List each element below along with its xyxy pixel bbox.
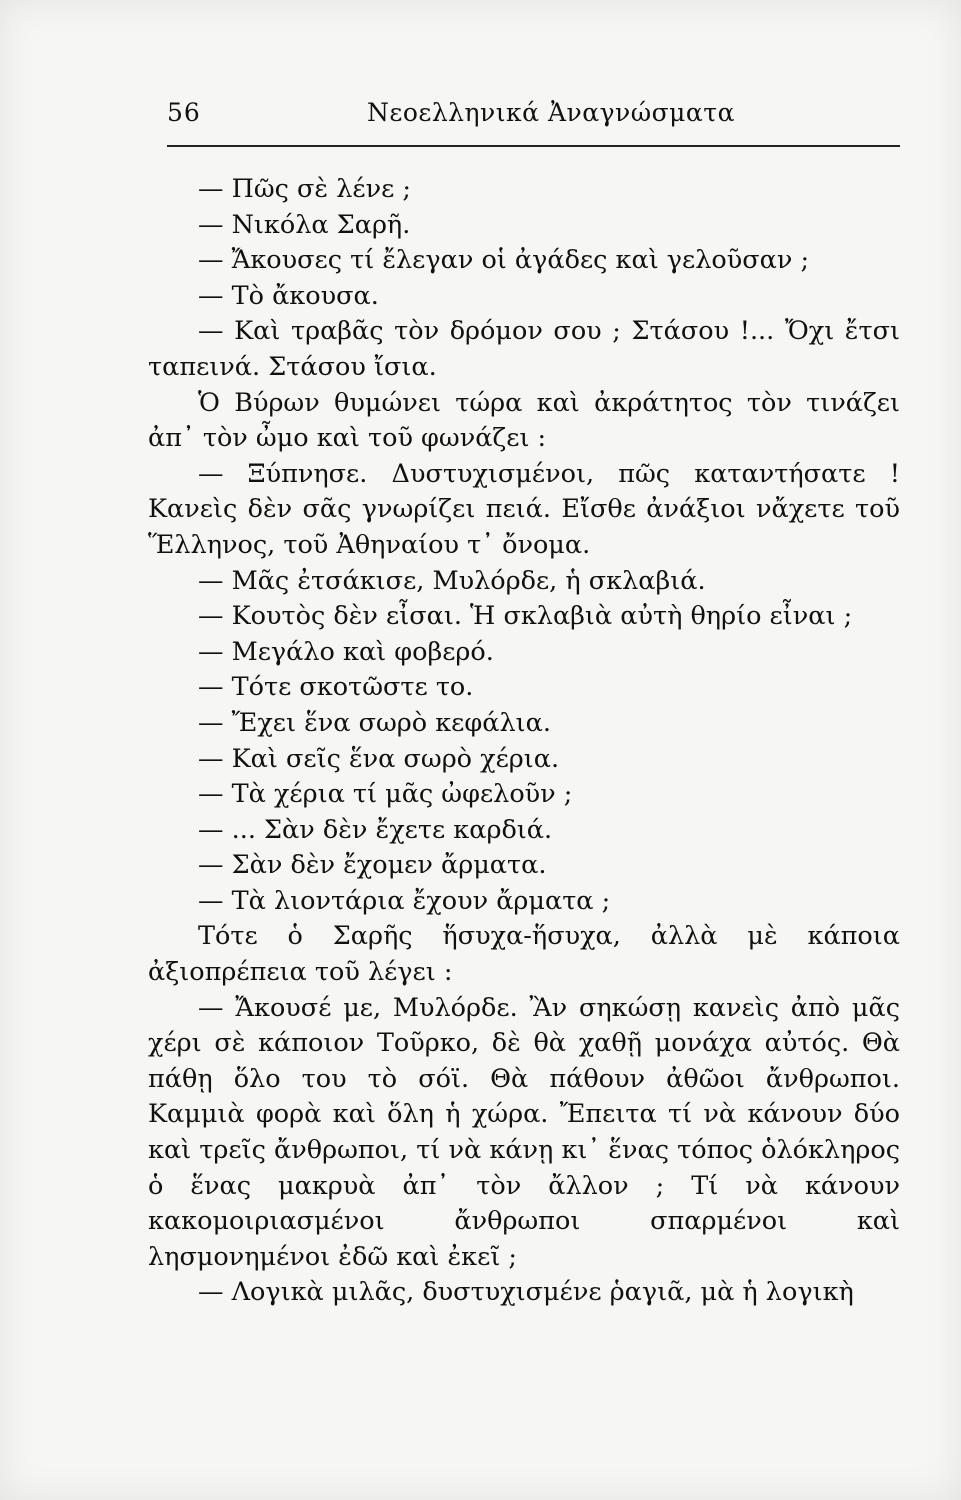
page-number: 56 — [167, 98, 201, 127]
paragraph: — Μᾶς ἐτσάκισε, Μυλόρδε, ἡ σκλαβιά. — [198, 565, 706, 596]
body-text — [148, 172, 900, 1311]
paragraph: — Ξύπνησε. Δυστυχισμένοι, πῶς καταντήσατε ! Κανεὶς δὲν σᾶς γνωρίζει πειά. Εἴσθε ἀνάξιοι νἄχετε τοῦ Ἕλληνος, τοῦ Ἀθηναίου τ᾽ ὄνομα. — [148, 458, 900, 560]
paragraph: Ὁ Βύρων θυμώνει τώρα καὶ ἀκράτητος τὸν τινάζει ἀπ᾽ τὸν ὦμο καὶ τοῦ φωνάζει : — [148, 387, 900, 454]
paragraph: — Ἄκουσέ με, Μυλόρδε. Ἂν σηκώσῃ κανεὶς ἀπὸ μᾶς χέρι σὲ κάποιον Τοῦρκο, δὲ θὰ χαθῇ μονάχα αὐτός. Θὰ πάθῃ ὅλο του τὸ σόϊ. Θὰ πάθουν ἀθῶοι ἄνθρωποι. Καμμιὰ φορὰ καὶ ὅλη ἡ χώρα. Ἔπειτα τί νὰ κάνουν δύο καὶ τρεῖς ἄνθρωποι, τί νὰ κάνῃ κι᾽ ἕνας τόπος ὁλόκληρος ὁ ἕνας μακρυὰ ἀπ᾽ τὸν ἄλλον ; Τί νὰ κάνουν κακομοιριασμένοι ἄνθρωποι σπαρμένοι καὶ λησμονημένοι ἐδῶ καὶ ἐκεῖ ; — [148, 992, 900, 1272]
paragraph: — Λογικὰ μιλᾶς, δυστυχισμένε ῥαγιᾶ, μὰ ἡ λογικὴ — [198, 1277, 854, 1308]
paragraph: — Καὶ τραβᾶς τὸν δρόμον σου ; Στάσου !... Ὄχι ἔτσι ταπεινά. Στάσου ἴσια. — [148, 316, 900, 382]
paragraph: — Νικόλα Σαρῆ. — [198, 209, 411, 240]
running-title: Νεοελληνικά Ἀναγνώσματα — [367, 98, 736, 127]
paragraph: — Κουτὸς δὲν εἶσαι. Ἡ σκλαβιὰ αὐτὴ θηρίο εἶναι ; — [198, 601, 853, 632]
paragraph: — Πῶς σὲ λένε ; — [198, 174, 412, 204]
paragraph: — Μεγάλο καὶ φοβερό. — [198, 636, 494, 667]
paragraph: — Τὰ λιοντάρια ἔχουν ἄρματα ; — [198, 885, 611, 916]
header-rule — [167, 145, 900, 147]
page-header — [167, 98, 900, 138]
paragraph: — Σὰν δὲν ἔχομεν ἄρματα. — [198, 850, 547, 881]
paragraph: — Τὸ ἄκουσα. — [198, 280, 379, 311]
paragraph: — Ἔχει ἕνα σωρὸ κεφάλια. — [198, 707, 551, 738]
paragraph: — Τότε σκοτῶστε το. — [198, 672, 474, 703]
paragraph: — ... Σὰν δὲν ἔχετε καρδιά. — [198, 814, 553, 845]
paragraph: — Τὰ χέρια τί μᾶς ὠφελοῦν ; — [198, 779, 573, 810]
paragraph: — Καὶ σεῖς ἕνα σωρὸ χέρια. — [198, 743, 560, 774]
paragraph: Τότε ὁ Σαρῆς ἥσυχα-ἥσυχα, ἀλλὰ μὲ κάποια ἀξιοπρέπεια τοῦ λέγει : — [148, 921, 900, 988]
paragraph: — Ἄκουσες τί ἔλεγαν οἱ ἀγάδες καὶ γελοῦσαν ; — [198, 245, 810, 276]
